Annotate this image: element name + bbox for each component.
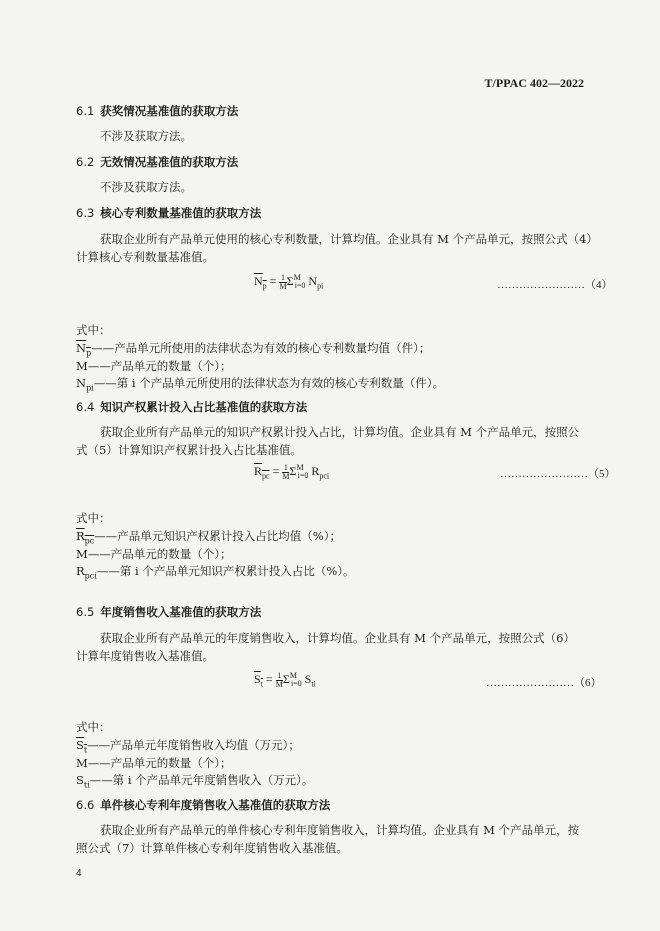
- formula-4: $\overline{N}_{\overline{p}}$ = $\frac{1}{M}$ $\Sigma^M_{i=0}$ $N_{pi}$: [254, 272, 324, 291]
- where-label: 式中：: [76, 323, 111, 337]
- section-heading-6-4: 6.4 知识产权累计投入占比基准值的获取方法: [76, 400, 308, 414]
- equation-number: ……………………（6）: [486, 677, 602, 689]
- paragraph-line: 获取企业所有产品单元的知识产权累计投入占比，计算均值。企业具有 M 个产品单元，按照公: [100, 425, 580, 439]
- definition-line: M——产品单元的数量（个）；: [76, 547, 232, 561]
- equation-number: ……………………（4）: [497, 279, 613, 291]
- section-heading-6-1: 6.1 获奖情况基准值的获取方法: [76, 104, 239, 118]
- paragraph-line: 获取企业所有产品单元的年度销售收入，计算均值。企业具有 M 个产品单元，按照公式（6）: [100, 631, 575, 645]
- where-label: 式中：: [76, 511, 111, 525]
- definition-line: $N_{pi}——$第 i 个产品单元所使用的法律状态为有效的核心专利数量（件）。: [76, 376, 444, 393]
- section-heading-6-3: 6.3 核心专利数量基准值的获取方法: [76, 206, 262, 220]
- section-heading-6-2: 6.2 无效情况基准值的获取方法: [76, 155, 239, 169]
- definition-line: $\overline{R}_{\overline{pc}}——$产品单元知识产权累计投入占比均值（%）；: [76, 529, 341, 546]
- paragraph-line: 获取企业所有产品单元使用的核心专利数量，计算均值。企业具有 M 个产品单元，按照公式（4）: [100, 232, 598, 246]
- paragraph-line: 计算核心专利数量基准值。: [76, 250, 214, 264]
- paragraph-line: 计算年度销售收入基准值。: [76, 649, 214, 663]
- formula-5: $\overline{R}_{\overline{pc}}$ = $\frac{1}{M}$ $\Sigma^M_{i=0}$ $R_{pci}$: [254, 462, 330, 481]
- definition-line: M——产品单元的数量（个）；: [76, 756, 232, 770]
- definition-line: $\overline{N}_{\overline{p}}——$产品单元所使用的法律状态为有效的核心专利数量均值（件）；: [76, 341, 431, 358]
- section-heading-6-6: 6.6 单件核心专利年度销售收入基准值的获取方法: [76, 798, 331, 812]
- definition-line: $\overline{S}_{\overline{t}}——$产品单元年度销售收入均值（万元）；: [76, 738, 300, 755]
- paragraph-line: 照公式（7）计算单件核心专利年度销售收入基准值。: [76, 841, 348, 855]
- document-header: T/PPAC 402—2022: [484, 76, 584, 90]
- paragraph-line: 式（5）计算知识产权累计投入占比基准值。: [76, 443, 302, 457]
- definition-line: $S_{ti}——$第 i 个产品单元年度销售收入（万元）。: [76, 773, 314, 790]
- page-number: 4: [76, 868, 82, 879]
- section-heading-6-5: 6.5 年度销售收入基准值的获取方法: [76, 605, 262, 619]
- where-label: 式中：: [76, 720, 111, 734]
- definition-line: $R_{pci}——$第 i 个产品单元知识产权累计投入占比（%）。: [76, 564, 355, 581]
- equation-number: ……………………（5）: [500, 468, 616, 480]
- definition-line: M——产品单元的数量（个）；: [76, 359, 232, 373]
- section-body-6-1: 不涉及获取方法。: [100, 129, 192, 143]
- paragraph-line: 获取企业所有产品单元的单件核心专利年度销售收入，计算均值。企业具有 M 个产品单元，按: [100, 823, 580, 837]
- formula-6: $\overline{S}_{\overline{t}}$ = $\frac{1}{M}$ $\Sigma^M_{i=0}$ $S_{ti}$: [254, 670, 316, 689]
- section-body-6-2: 不涉及获取方法。: [100, 180, 192, 194]
